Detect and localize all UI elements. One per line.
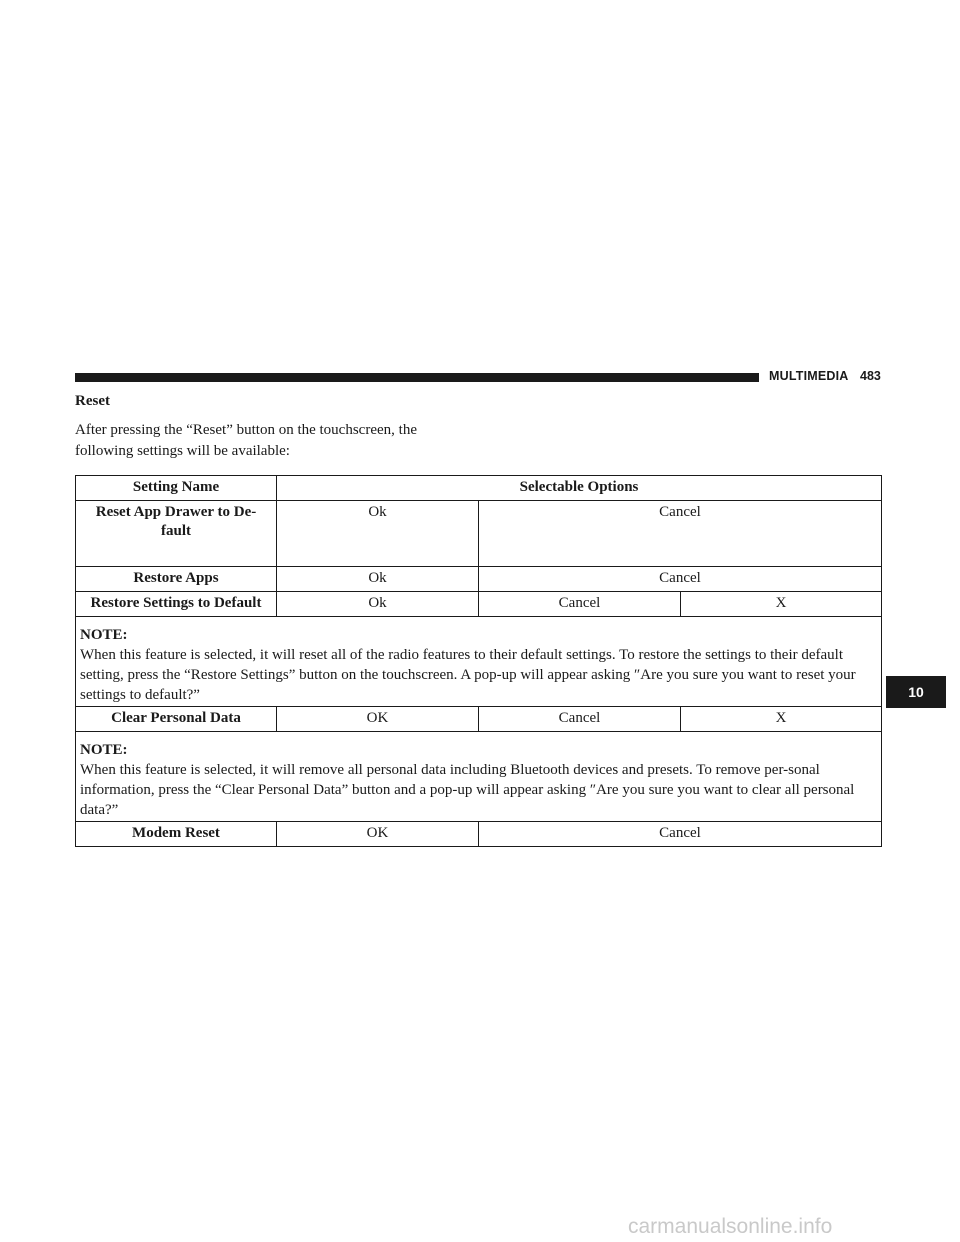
setting-name-cell: Modem Reset bbox=[76, 822, 277, 847]
column-header-setting-name: Setting Name bbox=[76, 476, 277, 501]
header-rule bbox=[75, 373, 759, 382]
table-row bbox=[76, 501, 882, 567]
watermark: carmanualsonline.info bbox=[628, 1215, 833, 1238]
chapter-tab: 10 bbox=[886, 676, 946, 708]
table-row bbox=[76, 592, 882, 617]
note-label: NOTE: bbox=[80, 742, 128, 758]
table-row bbox=[76, 707, 882, 732]
option-cell: Cancel bbox=[479, 501, 882, 567]
header-section-title: MULTIMEDIA bbox=[769, 369, 849, 383]
settings-table bbox=[75, 475, 882, 847]
note-cell bbox=[76, 617, 882, 707]
option-cell: X bbox=[681, 592, 882, 617]
page-number: 483 bbox=[860, 369, 881, 383]
option-cell: Cancel bbox=[479, 567, 882, 592]
note-text: When this feature is selected, it will remove all personal data including Bluetooth devices and presets. To remove per-sonal information, press the “Clear Personal Data” button and a pop-up will appear asking ″Are you sure you want to clear all personal data?” bbox=[80, 762, 855, 818]
table-row bbox=[76, 822, 882, 847]
note-text: When this feature is selected, it will reset all of the radio features to their default settings. To restore the settings to their default setting, press the “Restore Settings” button on the touchscreen. A pop-up will appear asking ″Are you sure you want to reset your settings to default?” bbox=[80, 647, 856, 703]
option-cell: Ok bbox=[277, 567, 479, 592]
option-cell: Cancel bbox=[479, 592, 681, 617]
section-title: Reset bbox=[75, 393, 110, 409]
option-cell: OK bbox=[277, 707, 479, 732]
option-cell: Ok bbox=[277, 592, 479, 617]
table-row-note bbox=[76, 732, 882, 822]
note-label: NOTE: bbox=[80, 627, 128, 643]
option-cell: Cancel bbox=[479, 822, 882, 847]
column-header-selectable-options: Selectable Options bbox=[277, 476, 882, 501]
setting-name: Reset App Drawer to De- fault bbox=[95, 504, 257, 539]
setting-name-cell: Restore Settings to Default bbox=[76, 592, 277, 617]
option-cell: Cancel bbox=[479, 707, 681, 732]
setting-name-cell: Restore Apps bbox=[76, 567, 277, 592]
option-cell: OK bbox=[277, 822, 479, 847]
setting-name-cell: Clear Personal Data bbox=[76, 707, 277, 732]
intro-paragraph: After pressing the “Reset” button on the touchscreen, the following settings will be available: bbox=[75, 422, 417, 459]
table-header-row bbox=[76, 476, 882, 501]
option-cell: Ok bbox=[277, 501, 479, 567]
table-row-note bbox=[76, 617, 882, 707]
table-row bbox=[76, 567, 882, 592]
setting-name-cell bbox=[76, 501, 277, 567]
note-cell bbox=[76, 732, 882, 822]
option-cell: X bbox=[681, 707, 882, 732]
